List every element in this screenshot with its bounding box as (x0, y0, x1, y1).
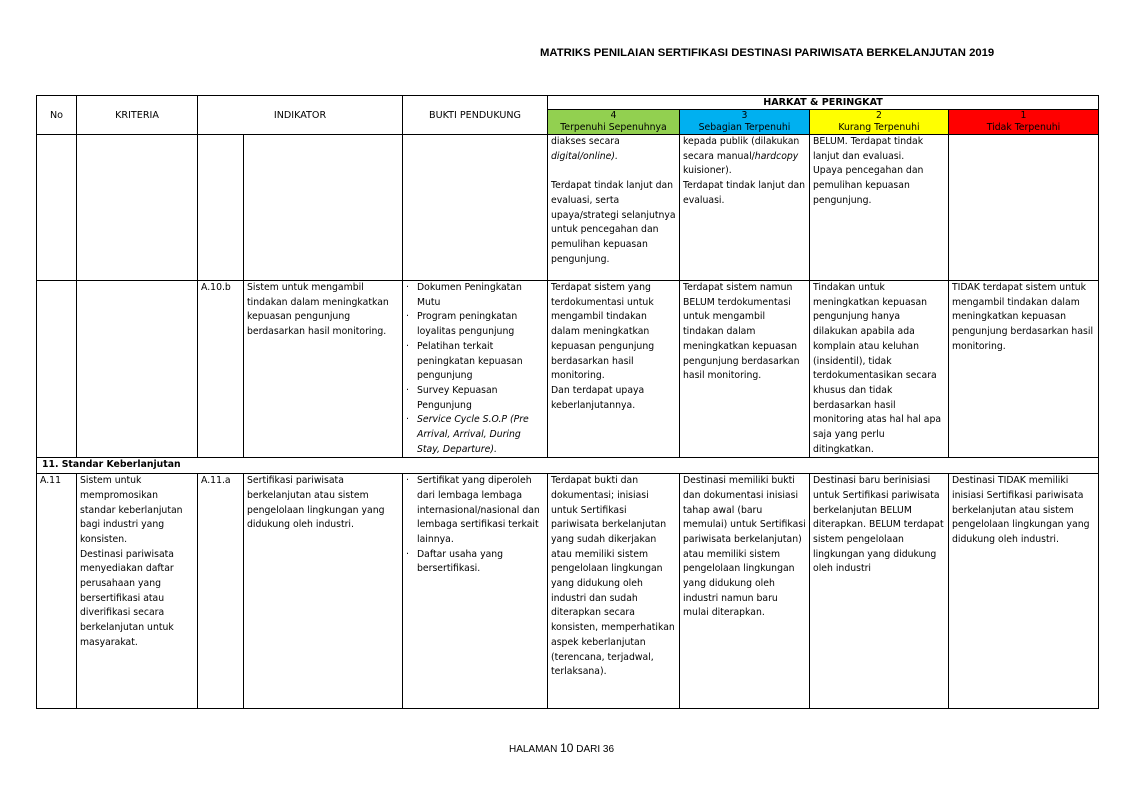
cell-code: A.10.b (198, 281, 244, 458)
text: BELUM. Terdapat tindak lanjut dan evaluasi. (813, 136, 924, 162)
cell-code: A.11.a (198, 474, 244, 709)
list-item: · Program peningkatan loyalitas pengunjung (406, 310, 544, 339)
evidence-list (406, 474, 544, 577)
level-2-header (810, 110, 949, 135)
list-item: · Survey Kepuasan Pengunjung (406, 384, 544, 413)
table-row-a11 (37, 474, 1099, 709)
level-1-number: 1 (1020, 110, 1027, 121)
text: Terdapat sistem yang terdokumentasi untuk mengambil tindakan dalam meningkatkan kepuasan pengunjung berdasarkan hasil monitoring. (551, 282, 655, 382)
text: hardcopy (754, 150, 799, 162)
footer-suffix: DARI 36 (573, 744, 615, 755)
cell-level-1: TIDAK terdapat sistem untuk mengambil tindakan dalam meningkatkan kepuasan pengunjung berdasarkan hasil monitoring. (949, 281, 1099, 458)
cell-level-4 (548, 281, 680, 458)
table-row-continued (37, 135, 1099, 281)
cell-bukti (403, 474, 548, 709)
cell-level-4: Terdapat bukti dan dokumentasi; inisiasi untuk Sertifikasi pariwisata berkelanjutan yang sudah dikerjakan atau memiliki sistem pengelolaan lingkungan yang didukung oleh industri dan sudah diterapkan secara konsisten, memperhatikan aspek keberlanjutan (terencana, terjadwal, terlaksana). (548, 474, 680, 709)
cell-kriteria (77, 474, 198, 709)
text: Sistem untuk mempromosikan standar keberlanjutan bagi industri yang konsisten. (80, 475, 183, 545)
evidence-list (406, 281, 544, 457)
cell-bukti (403, 135, 548, 281)
level-3-label: Sebagian Terpenuhi (698, 122, 791, 133)
level-1-header (949, 110, 1099, 135)
level-2-label: Kurang Terpenuhi (838, 122, 920, 133)
header-harkat: HARKAT & PERINGKAT (548, 96, 1099, 110)
cell-kriteria (77, 135, 198, 281)
cell-indikator: Sistem untuk mengambil tindakan dalam meningkatkan kepuasan pengunjung berdasarkan hasil monitoring. (244, 281, 403, 458)
cell-level-1 (949, 135, 1099, 281)
cell-indikator (244, 135, 403, 281)
list-item (406, 413, 544, 457)
level-3-header (680, 110, 810, 135)
cell-level-3: Terdapat sistem namun BELUM terdokumentasi untuk mengambil tindakan dalam meningkatkan kepuasan pengunjung berdasarkan hasil monitoring. (680, 281, 810, 458)
list-item: · Daftar usaha yang bersertifikasi. (406, 548, 544, 577)
header-row (37, 96, 1099, 110)
cell-level-2: Destinasi baru berinisiasi untuk Sertifikasi pariwisata berkelanjutan BELUM diterapkan. BELUM terdapat sistem pengelolaan lingkungan yang didukung oleh industri (810, 474, 949, 709)
list-item: · Sertifikat yang diperoleh dari lembaga lembaga internasional/nasional dan lembaga sertifikasi terkait lainnya. (406, 474, 544, 548)
list-item: · Dokumen Peningkatan Mutu (406, 281, 544, 310)
section-title: 11. Standar Keberlanjutan (37, 458, 1099, 474)
text: kuisioner). (683, 165, 732, 177)
document-title: MATRIKS PENILAIAN SERTIFIKASI DESTINASI PARIWISATA BERKELANJUTAN 2019 (540, 47, 995, 59)
text: digital/online). (551, 150, 618, 162)
header-no: No (37, 96, 77, 135)
cell-kriteria (77, 281, 198, 458)
header-indikator: INDIKATOR (198, 96, 403, 135)
text: Upaya pencegahan dan pemulihan kepuasan pengunjung. (813, 165, 924, 206)
text: Terdapat tindak lanjut dan evaluasi, serta upaya/strategi selanjutnya untuk pencegahan dan pemulihan kepuasan pengunjung. (551, 180, 676, 265)
cell-bukti (403, 281, 548, 458)
cell-level-3: Destinasi memiliki bukti dan dokumentasi inisiasi tahap awal (baru memulai) untuk Sertifikasi pariwisata berkelanjutan) atau memiliki sistem pengelolaan lingkungan yang didukung oleh industri namun baru mulai diterapkan. (680, 474, 810, 709)
header-kriteria: KRITERIA (77, 96, 198, 135)
cell-level-1: Destinasi TIDAK memiliki inisiasi Sertifikasi pariwisata berkelanjutan atau sistem pengelolaan lingkungan yang didukung oleh industri. (949, 474, 1099, 709)
level-1-label: Tidak Terpenuhi (986, 122, 1061, 133)
level-2-number: 2 (876, 110, 882, 121)
page-footer (0, 741, 1123, 755)
header-bukti: BUKTI PENDUKUNG (403, 96, 548, 135)
footer-prefix: HALAMAN (508, 744, 561, 755)
cell-level-4 (548, 135, 680, 281)
text: Service Cycle S.O.P (Pre Arrival, Arrival, During Stay, Departure). (417, 414, 529, 455)
cell-level-2 (810, 135, 949, 281)
cell-indikator: Sertifikasi pariwisata berkelanjutan atau sistem pengelolaan lingkungan yang didukung oleh industri. (244, 474, 403, 709)
cell-level-3 (680, 135, 810, 281)
level-4-header (548, 110, 680, 135)
text: Dan terdapat upaya keberlanjutannya. (551, 384, 645, 411)
level-4-number: 4 (610, 110, 617, 121)
level-3-number: 3 (741, 110, 748, 121)
text: Terdapat tindak lanjut dan evaluasi. (683, 180, 806, 206)
list-item: · Pelatihan terkait peningkatan kepuasan pengunjung (406, 340, 544, 384)
cell-no (37, 135, 77, 281)
text: kepada publik (dilakukan secara manual/ (683, 136, 800, 162)
page-number: 10 (560, 741, 574, 755)
cell-no: A.11 (37, 474, 77, 709)
table-row-a10b (37, 281, 1099, 458)
text: diakses secara (551, 136, 620, 147)
cell-no (37, 281, 77, 458)
level-4-label: Terpenuhi Sepenuhnya (560, 122, 667, 133)
section-row (37, 458, 1099, 474)
assessment-matrix-table (36, 95, 1099, 709)
text: Destinasi pariwisata menyediakan daftar perusahaan yang bersertifikasi atau diverifikasi secara berkelanjutan untuk masyarakat. (80, 548, 174, 648)
cell-code (198, 135, 244, 281)
cell-level-2: Tindakan untuk meningkatkan kepuasan pengunjung hanya dilakukan apabila ada komplain atau keluhan (insidentil), tidak terdokumentasikan secara khusus dan tidak berdasarkan hasil monitoring atas hal hal apa saja yang perlu ditingkatkan. (810, 281, 949, 458)
